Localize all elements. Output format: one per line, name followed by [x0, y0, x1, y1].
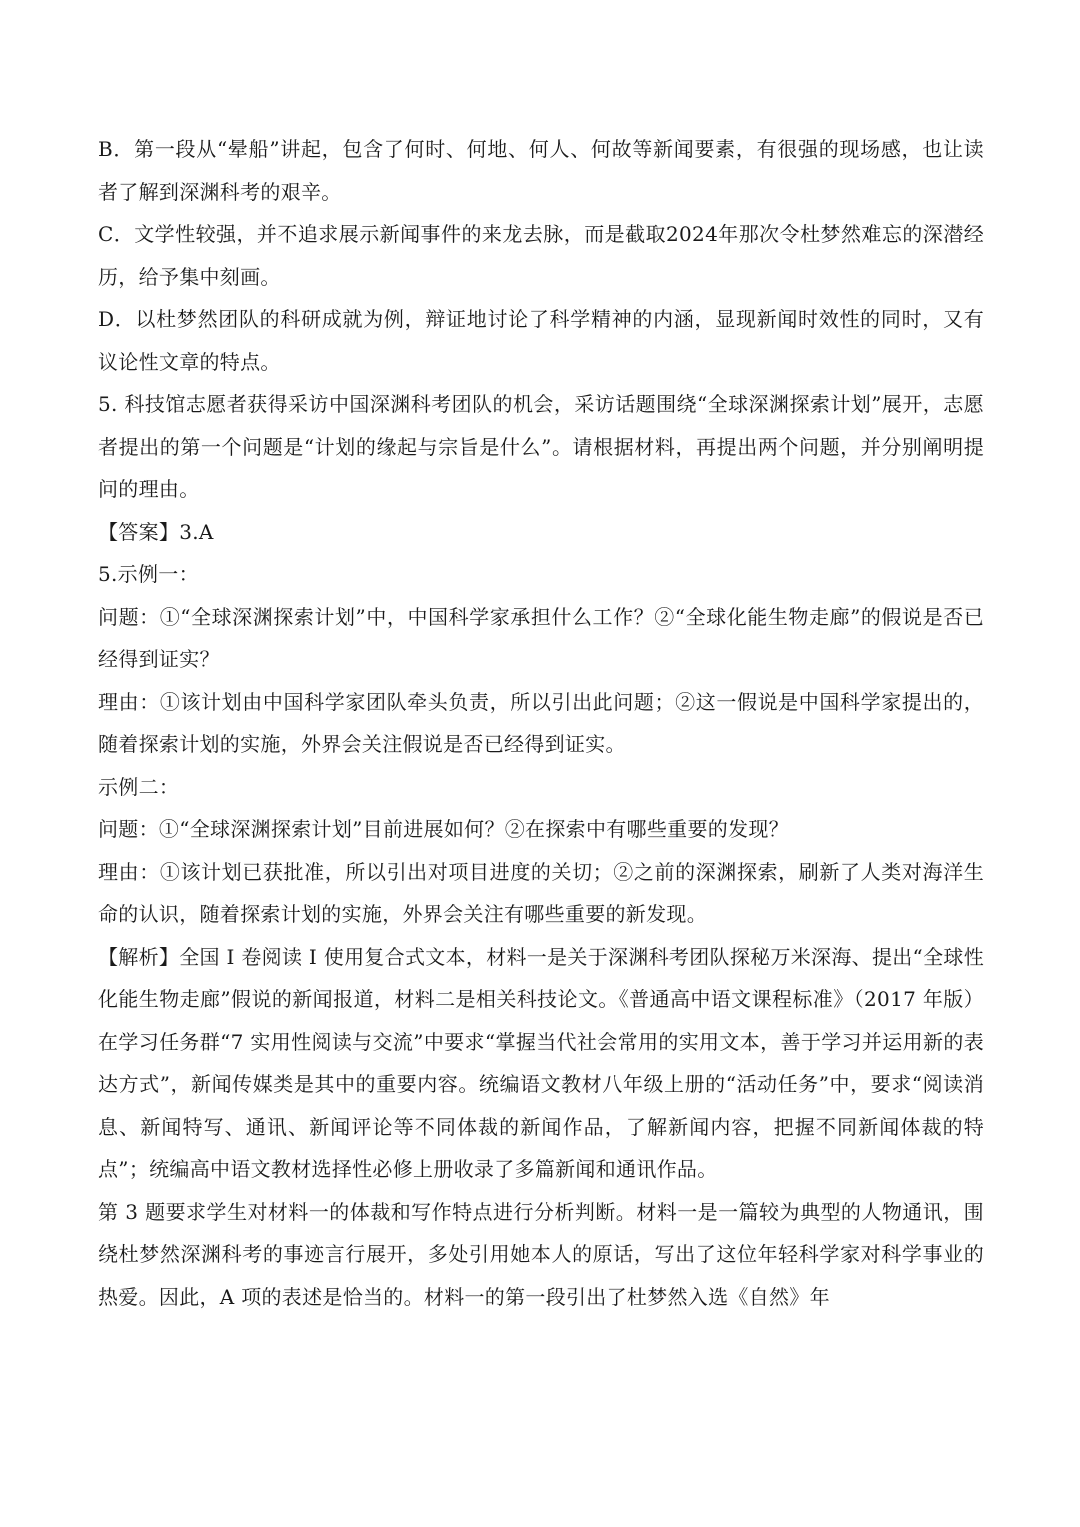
example-one-heading: 5.示例一：: [98, 562, 199, 586]
option-b: B．第一段从“晕船”讲起，包含了何时、何地、何人、何故等新闻要素，有很强的现场感，也让读者了解到深渊科考的艰辛。: [98, 137, 984, 204]
document-page: [98, 128, 984, 1318]
question-3-analysis: 第 3 题要求学生对材料一的体裁和写作特点进行分析判断。材料一是一篇较为典型的人物通讯，围绕杜梦然深渊科考的事迹言行展开，多处引用她本人的原话，写出了这位年轻科学家对科学事业的热爱。因此，A 项的表述是恰当的。材料一的第一段引出了杜梦然入选《自然》年: [98, 1199, 984, 1309]
example-two-heading: 示例二：: [98, 774, 180, 799]
option-c: C．文学性较强，并不追求展示新闻事件的来龙去脉，而是截取2024年那次令杜梦然难忘的深潜经历，给予集中刻画。: [98, 222, 984, 289]
example-one-questions: 问题：①“全球深渊探索计划”中，中国科学家承担什么工作？②“全球化能生物走廊”的假说是否已经得到证实？: [98, 604, 984, 671]
option-d: D．以杜梦然团队的科研成就为例，辩证地讨论了科学精神的内涵，显现新闻时效性的同时，又有议论性文章的特点。: [98, 307, 984, 374]
example-two-questions: 问题：①“全球深渊探索计划”目前进展如何？②在探索中有哪些重要的发现？: [98, 817, 789, 841]
question-5: 5. 科技馆志愿者获得采访中国深渊科考团队的机会，采访话题围绕“全球深渊探索计划”展开，志愿者提出的第一个问题是“计划的缘起与宗旨是什么”。请根据材料，再提出两个问题，并分别阐明提问的理由。: [98, 392, 984, 501]
answer-heading: 【答案】3.A: [98, 519, 214, 544]
example-two-reasons: 理由：①该计划已获批准，所以引出对项目进度的关切；②之前的深渊探索，刷新了人类对海洋生命的认识，随着探索计划的实施，外界会关注有哪些重要的新发现。: [98, 859, 984, 926]
analysis-paragraph: 【解析】全国 I 卷阅读 I 使用复合式文本，材料一是关于深渊科考团队探秘万米深海、提出“全球性化能生物走廊”假说的新闻报道，材料二是相关科技论文。《普通高中语文课程标准》（2017 年版）在学习任务群“7 实用性阅读与交流”中要求“掌握当代社会常用的实用文本，善于学习并运用新的表达方式”，新闻传媒类是其中的重要内容。统编语文教材八年级上册的“活动任务”中，要求“阅读消息、新闻特写、通讯、新闻评论等不同体裁的新闻作品，了解新闻内容，把握不同新闻体裁的特点”；统编高中语文教材选择性必修上册收录了多篇新闻和通讯作品。: [98, 944, 984, 1181]
example-one-reasons: 理由：①该计划由中国科学家团队牵头负责，所以引出此问题；②这一假说是中国科学家提出的，随着探索计划的实施，外界会关注假说是否已经得到证实。: [98, 689, 984, 756]
